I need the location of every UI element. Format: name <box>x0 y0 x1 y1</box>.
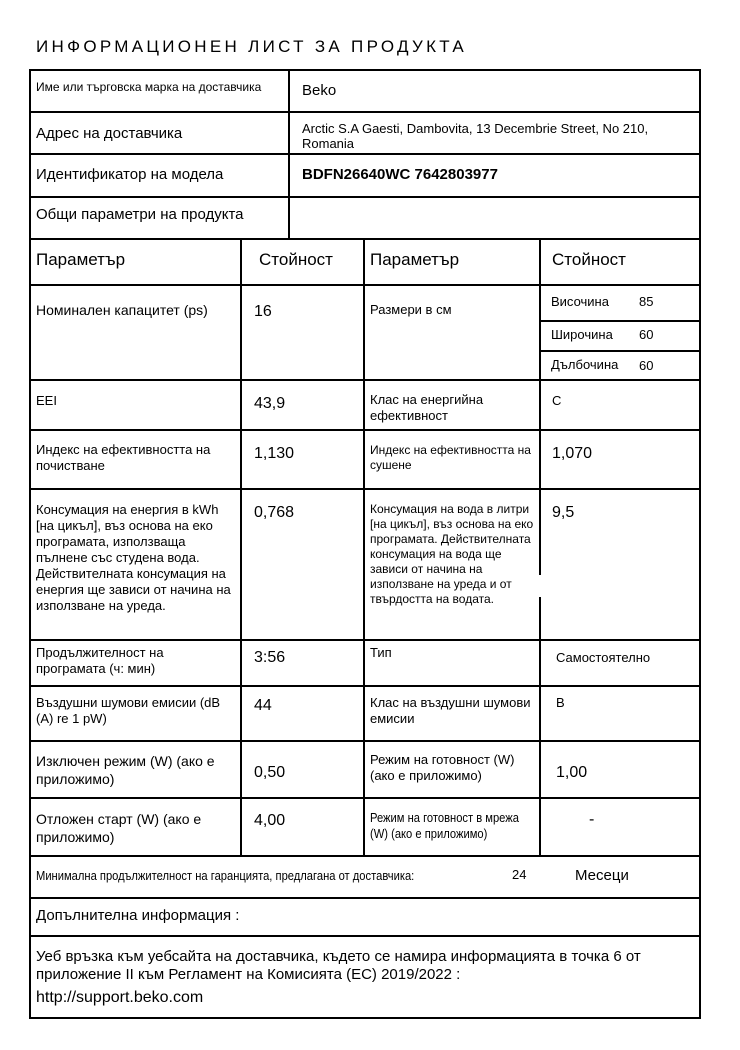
noise-emission-value: 44 <box>254 697 272 714</box>
width-value: 60 <box>639 327 654 342</box>
delay-start-label: Отложен старт (W) (ако е приложимо) <box>36 811 202 845</box>
capacity-value: 16 <box>254 303 272 320</box>
off-mode-value: 0,50 <box>254 764 286 781</box>
height-label: Височина <box>551 294 609 309</box>
supplier-name-value: Beko <box>302 82 337 99</box>
column-divider <box>363 238 365 857</box>
noise-class-label: Клас на въздушни шумови емисии <box>370 695 531 726</box>
eei-label: EEI <box>36 393 57 408</box>
warranty-label: Минимална продължителност на гаранцията, предлагана от доставчика: <box>36 868 415 883</box>
header-parameter-2: Параметър <box>370 250 460 269</box>
warranty-unit: Месеци <box>575 867 629 884</box>
column-divider <box>240 238 242 857</box>
drying-index-value: 1,070 <box>552 445 593 462</box>
type-label: Тип <box>370 645 392 660</box>
network-standby-value: - <box>589 811 595 828</box>
header-value-2: Стойност <box>552 250 626 269</box>
width-label: Широчина <box>551 327 613 342</box>
row-divider <box>29 855 701 857</box>
energy-consumption-value: 0,768 <box>254 504 295 521</box>
noise-class-value: B <box>556 695 565 710</box>
water-consumption-label: Консумация на вода в литри [на цикъл], въз основа на еко програмата. Действителната консумация на вода ще зависи от начина на използване на уреда и от твърдостта на водата. <box>370 502 534 606</box>
row-divider <box>541 350 701 352</box>
standby-mode-label: Режим на готовност (W) (ако е приложимо) <box>370 752 515 783</box>
row-divider <box>29 153 701 155</box>
column-divider <box>288 69 290 240</box>
depth-label: Дълбочина <box>551 357 619 372</box>
row-divider <box>29 429 701 431</box>
warranty-value: 24 <box>512 867 527 882</box>
row-divider <box>29 685 701 687</box>
row-divider <box>29 639 701 641</box>
type-value: Самостоятелно <box>556 650 651 665</box>
additional-info-label: Допълнителна информация : <box>36 907 240 924</box>
model-identifier-value: BDFN26640WC 7642803977 <box>302 166 498 183</box>
off-mode-label: Изключен режим (W) (ако е приложимо) <box>36 753 215 787</box>
eei-value: 43,9 <box>254 395 286 412</box>
column-divider <box>539 597 541 857</box>
support-url-link[interactable]: http://support.beko.com <box>36 989 204 1006</box>
row-divider <box>29 740 701 742</box>
height-value: 85 <box>639 294 654 309</box>
supplier-link-description: Уеб връзка към уебсайта на доставчика, където се намира информацията в точка 6 от приложение II към Регламент на Комисията (ЕС) 2019/2022 : <box>36 948 641 983</box>
program-duration-value: 3:56 <box>254 649 286 666</box>
network-standby-label: Режим на готовност в мрежа (W) (ако е приложимо) <box>370 810 519 841</box>
water-consumption-value: 9,5 <box>552 504 575 521</box>
header-value-1: Стойност <box>259 250 333 269</box>
dimensions-label: Размери в см <box>370 302 452 317</box>
noise-emission-label: Въздушни шумови емисии (dB (A) re 1 pW) <box>36 695 221 726</box>
page-title: ИНФОРМАЦИОНЕН ЛИСТ ЗА ПРОДУКТА <box>36 37 468 56</box>
row-divider <box>29 284 701 286</box>
program-duration-label: Продължителност на програмата (ч: мин) <box>36 645 164 676</box>
header-parameter-1: Параметър <box>36 250 126 269</box>
row-divider <box>541 320 701 322</box>
energy-class-value: C <box>552 393 562 408</box>
cleaning-index-value: 1,130 <box>254 445 295 462</box>
cleaning-index-label: Индекс на ефективността на почистване <box>36 442 211 473</box>
row-divider <box>29 897 701 899</box>
supplier-address-value: Arctic S.A Gaesti, Dambovita, 13 Decembrie Street, No 210, Romania <box>302 121 649 151</box>
row-divider <box>29 196 701 198</box>
energy-class-label: Клас на енергийна ефективност <box>370 392 484 423</box>
row-divider <box>29 797 701 799</box>
row-divider <box>29 935 701 937</box>
drying-index-label: Индекс на ефективността на сушене <box>370 443 531 472</box>
general-parameters-label: Общи параметри на продукта <box>36 206 244 223</box>
row-divider <box>29 379 701 381</box>
column-divider <box>539 238 541 575</box>
row-divider <box>29 111 701 113</box>
capacity-label: Номинален капацитет (ps) <box>36 302 208 318</box>
supplier-address-label: Адрес на доставчика <box>36 125 183 142</box>
supplier-name-label: Име или търговска марка на доставчика <box>36 80 262 94</box>
standby-mode-value: 1,00 <box>556 764 588 781</box>
row-divider <box>29 238 701 240</box>
energy-consumption-label: Консумация на енергия в kWh [на цикъл], въз основа на еко програмата, използваща пълнене със студена вода. Действителната консумация на енергия ще зависи от начина на използване на уреда. <box>36 502 231 613</box>
row-divider <box>29 488 701 490</box>
model-identifier-label: Идентификатор на модела <box>36 166 224 183</box>
depth-value: 60 <box>639 358 654 373</box>
delay-start-value: 4,00 <box>254 812 286 829</box>
